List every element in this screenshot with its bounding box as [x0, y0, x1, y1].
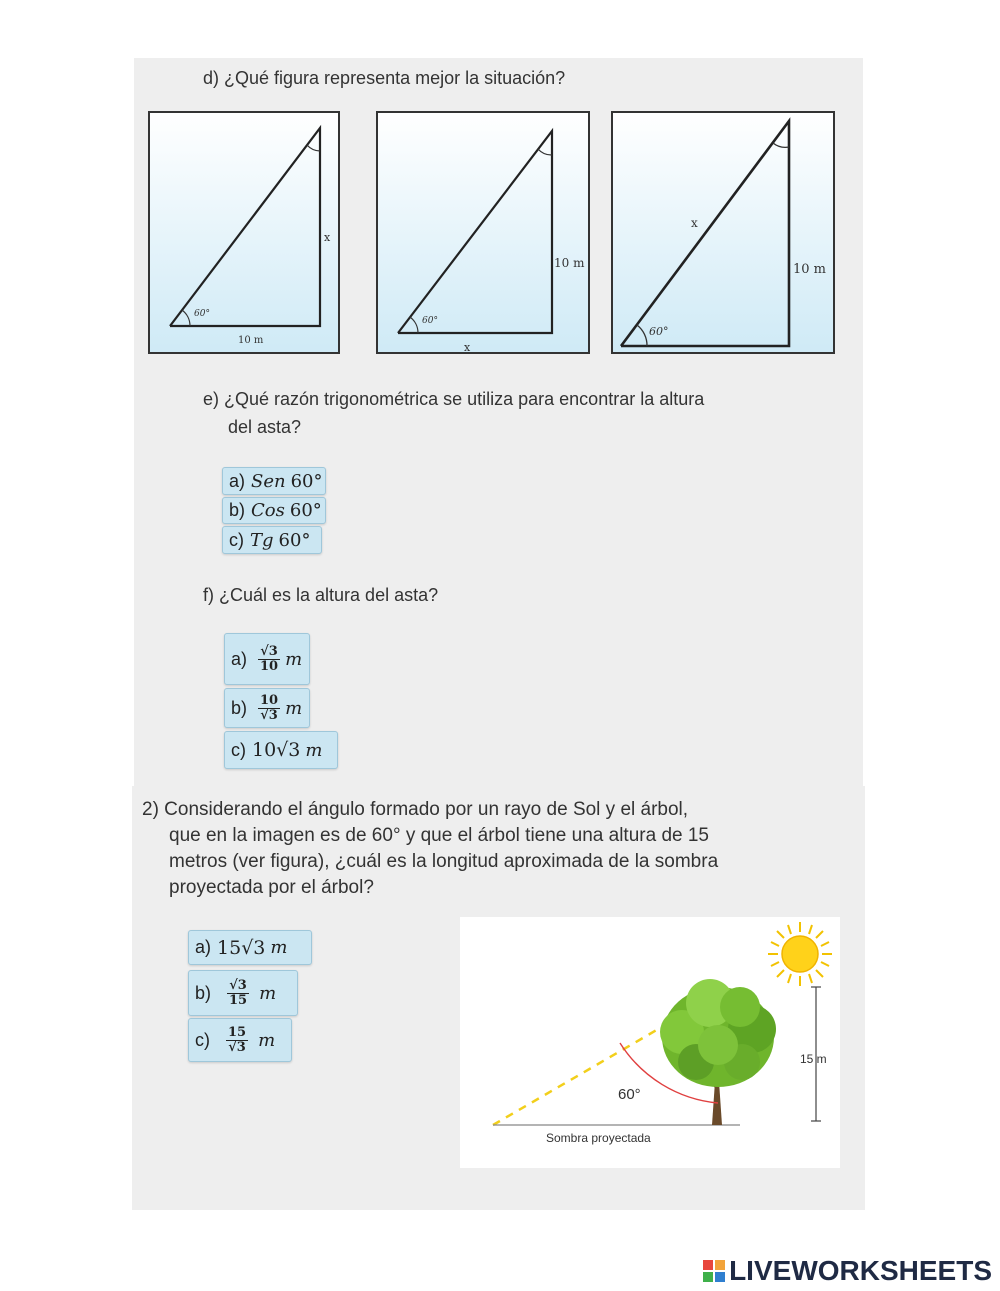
tree-angle-label: 60° [618, 1086, 641, 1103]
option-f-c[interactable]: c) 10√3 m [224, 731, 338, 769]
triangle-figure-2 [376, 111, 590, 354]
tree-shadow-figure [460, 917, 840, 1168]
question-2-line4: proyectada por el árbol? [169, 877, 374, 898]
side-label-1: x [324, 231, 331, 244]
brand-name: LIVEWORKSHEETS [729, 1255, 992, 1286]
question-e-line2: del asta? [228, 417, 302, 437]
option-2-b[interactable]: b) $\frac{√3}{15}$ m [188, 970, 298, 1016]
angle-label-1: 60° [194, 309, 210, 319]
shadow-label: Sombra proyectada [546, 1131, 651, 1145]
option-e-b[interactable]: b) Cos 60° [222, 497, 326, 524]
tree-icon [660, 979, 776, 1087]
question-2-line1: 2) Considerando el ángulo formado por un rayo de Sol y el árbol, [142, 799, 689, 820]
triangle-figure-1 [148, 111, 340, 354]
question-f: f) ¿Cuál es la altura del asta? [203, 585, 439, 605]
option-f-a[interactable]: a) $\frac{√3}{10}$ m [224, 633, 310, 685]
side-label-2: 10 m [554, 256, 585, 270]
option-2-c[interactable]: c) $\frac{15}{√3}$ m [188, 1018, 292, 1062]
option-2-a[interactable]: a) 15√3 m [188, 930, 312, 965]
liveworksheets-logo [703, 1255, 992, 1287]
question-d: d) ¿Qué figura representa mejor la situación? [203, 68, 566, 88]
option-f-b[interactable]: b) $\frac{10}{√3}$ m [224, 688, 310, 728]
option-e-c[interactable]: c) Tg 60° [222, 526, 322, 554]
question-2-line2: que en la imagen es de 60° y que el árbol tiene una altura de 15 [169, 825, 709, 846]
logo-cube-icon [703, 1260, 725, 1282]
angle-label-2: 60° [422, 316, 438, 326]
triangle-figure-3 [611, 111, 835, 354]
base-label-2: x [464, 341, 471, 352]
angle-label-3: 60° [649, 325, 669, 338]
question-e-line1: e) ¿Qué razón trigonométrica se utiliza para encontrar la altura [203, 389, 705, 409]
side-label-3: 10 m [793, 262, 827, 277]
base-label-1: 10 m [238, 335, 264, 346]
hyp-label-3: x [691, 216, 698, 230]
option-e-a[interactable]: a) Sen 60° [222, 467, 326, 495]
sun-icon [768, 922, 832, 986]
tree-height-label: 15 m [800, 1052, 827, 1066]
question-2-line3: metros (ver figura), ¿cuál es la longitud aproximada de la sombra [169, 851, 719, 872]
